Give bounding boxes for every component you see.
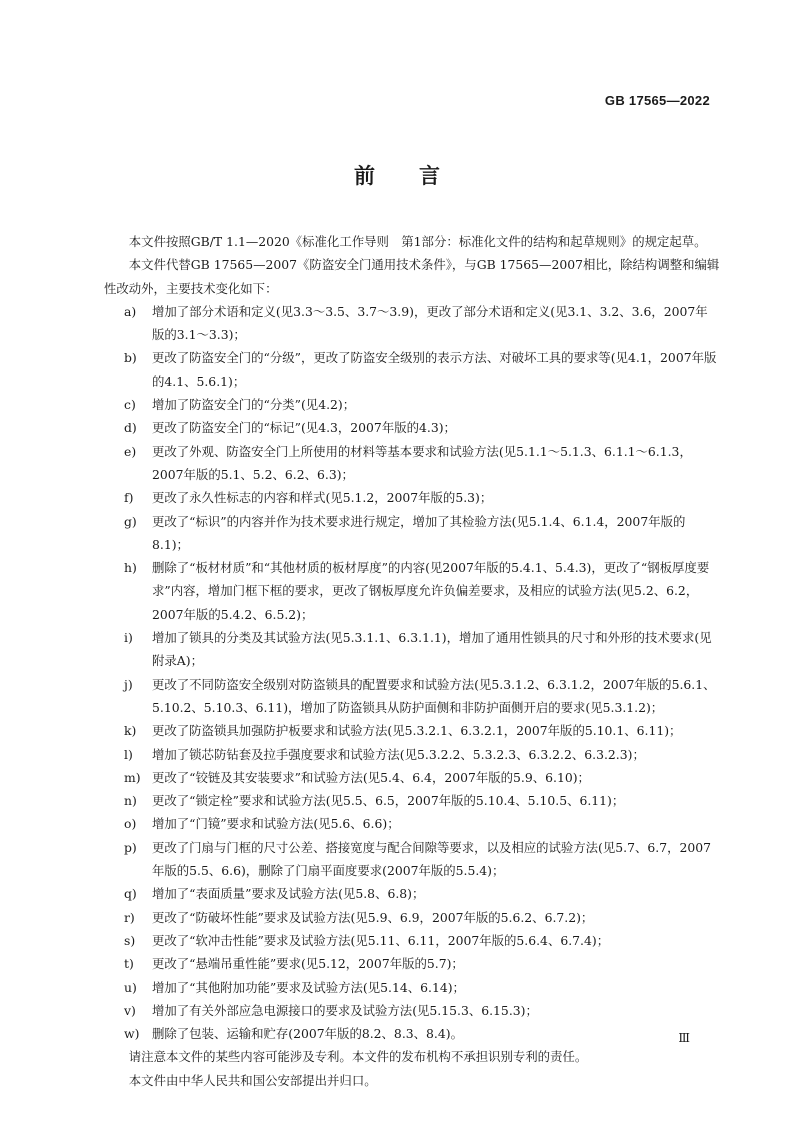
title-char-2: 言 bbox=[419, 164, 440, 188]
intro-paragraph: 本文件代替GB 17565—2007《防盗安全门通用技术条件》，与GB 17565—2007相比，除结构调整和编辑性改动外，主要技术变化如下： bbox=[104, 257, 720, 296]
list-item bbox=[104, 812, 720, 835]
list-item-text: 更改了“防破坏性能”要求及试验方法(见5.9、6.9，2007年版的5.6.2、6.7.2)； bbox=[152, 909, 594, 925]
closing-paragraph: 请注意本文件的某些内容可能涉及专利。本文件的发布机构不承担识别专利的责任。 bbox=[128, 1049, 588, 1065]
list-item-text: 更改了门扇与门框的尺寸公差、搭接宽度与配合间隙等要求，以及相应的试验方法(见5.7、6.7，2007年版的5.5、6.6)，删除了门扇平面度要求(2007年版的5.5.4)； bbox=[152, 839, 712, 879]
list-item-label: h) bbox=[124, 560, 137, 576]
list-item-text: 更改了“软冲击性能”要求及试验方法(见5.11、6.11，2007年版的5.6.4、6.7.4)； bbox=[152, 932, 610, 948]
title-char-1: 前 bbox=[354, 164, 375, 188]
list-item-text: 更改了“悬端吊重性能”要求(见5.12，2007年版的5.7)； bbox=[152, 956, 464, 972]
list-item-label: i) bbox=[124, 630, 133, 646]
list-item-label: f) bbox=[124, 490, 134, 506]
list-item-text: 更改了“标识”的内容并作为技术要求进行规定，增加了其检验方法(见5.1.4、6.1.4，2007年版的8.1)； bbox=[152, 513, 686, 552]
list-item-text: 更改了不同防盗安全级别对防盗锁具的配置要求和试验方法(见5.3.1.2、6.3.1.2，2007年版的5.6.1、5.10.2、5.10.3、6.11)，增加了防盗锁具从防护面侧和非防护面侧开启的要求(见5.3.1.2)； bbox=[152, 676, 716, 715]
list-item-text: 增加了锁芯防钻套及拉手强度要求和试验方法(见5.3.2.2、5.3.2.3、6.3.2.2、6.3.2.3)； bbox=[152, 746, 645, 762]
list-item-label: b) bbox=[124, 350, 137, 366]
list-item bbox=[104, 836, 720, 883]
list-item bbox=[104, 556, 720, 626]
list-item-text: 增加了“门镜”要求和试验方法(见5.6、6.6)； bbox=[152, 816, 400, 832]
list-item-text: 更改了外观、防盗安全门上所使用的材料等基本要求和试验方法(见5.1.1～5.1.3、6.1.1～6.1.3，2007年版的5.1、5.2、6.2、6.3)； bbox=[152, 443, 692, 482]
list-item bbox=[104, 976, 720, 999]
list-item-text: 增加了锁具的分类及其试验方法(见5.3.1.1、6.3.1.1)，增加了通用性锁具的尺寸和外形的技术要求(见附录A)； bbox=[152, 630, 712, 669]
list-item bbox=[104, 766, 720, 789]
list-item bbox=[104, 743, 720, 766]
list-item bbox=[104, 719, 720, 742]
list-item bbox=[104, 906, 720, 929]
list-item-text: 更改了永久性标志的内容和样式(见5.1.2，2007年版的5.3)； bbox=[152, 490, 493, 506]
list-item-text: 更改了“锁定栓”要求和试验方法(见5.5、6.5，2007年版的5.10.4、5.10.5、6.11)； bbox=[152, 793, 625, 809]
list-item-label: q) bbox=[124, 886, 137, 902]
list-item-label: l) bbox=[124, 746, 133, 762]
list-item-label: v) bbox=[124, 1002, 136, 1018]
list-item-label: c) bbox=[124, 397, 136, 413]
list-item-text: 更改了防盗安全门的“分级”，更改了防盗安全级别的表示方法、对破坏工具的要求等(见4.1，2007年版的4.1、5.6.1)； bbox=[152, 350, 717, 389]
list-item-text: 删除了“板材材质”和“其他材质的板材厚度”的内容(见2007年版的5.4.1、5.4.3)，更改了“钢板厚度要求”内容，增加门框下框的要求，更改了钢板厚度允许负偏差要求，及相应的试验方法(见5.2、6.2，2007年版的5.4.2、6.5.2)； bbox=[152, 560, 710, 622]
list-item-label: w) bbox=[124, 1026, 140, 1042]
list-item-label: d) bbox=[124, 420, 137, 436]
list-item-text: 增加了“表面质量”要求及试验方法(见5.8、6.8)； bbox=[152, 886, 425, 902]
list-item bbox=[104, 999, 720, 1022]
list-item-label: m) bbox=[124, 769, 141, 785]
list-item bbox=[104, 673, 720, 720]
list-item bbox=[104, 626, 720, 673]
standard-number: GB 17565—2022 bbox=[604, 93, 710, 108]
list-item bbox=[104, 300, 720, 347]
list-item bbox=[104, 1022, 720, 1045]
list-item-text: 更改了防盗锁具加强防护板要求和试验方法(见5.3.2.1、6.3.2.1，2007年版的5.10.1、6.11)； bbox=[152, 723, 682, 739]
list-item-label: o) bbox=[124, 816, 137, 832]
list-item-label: j) bbox=[124, 676, 133, 692]
list-item-label: u) bbox=[124, 979, 137, 995]
list-item bbox=[104, 393, 720, 416]
list-item bbox=[104, 346, 720, 393]
list-item-text: 更改了防盗安全门的“标记”(见4.3，2007年版的4.3)； bbox=[152, 420, 456, 436]
list-item-label: g) bbox=[124, 513, 137, 529]
list-item bbox=[104, 416, 720, 439]
intro-paragraph: 本文件按照GB/T 1.1—2020《标准化工作导则 第1部分：标准化文件的结构和起草规则》的规定起草。 bbox=[128, 234, 707, 249]
list-item-label: t) bbox=[124, 956, 134, 972]
list-item-text: 增加了部分术语和定义(见3.3～3.5、3.7～3.9)，更改了部分术语和定义(见3.1、3.2、3.6，2007年版的3.1～3.3)； bbox=[152, 303, 708, 343]
list-item-label: s) bbox=[124, 932, 136, 948]
list-item-label: r) bbox=[124, 909, 135, 925]
list-item bbox=[104, 789, 720, 812]
list-item-text: 更改了“铰链及其安装要求”和试验方法(见5.4、6.4，2007年版的5.9、6.10)； bbox=[152, 769, 590, 785]
list-item-label: a) bbox=[124, 303, 137, 319]
page-number: Ⅲ bbox=[678, 1031, 690, 1045]
list-item-label: p) bbox=[124, 839, 137, 855]
list-item-text: 删除了包装、运输和贮存(2007年版的8.2、8.3、8.4)。 bbox=[152, 1026, 463, 1042]
list-item-text: 增加了有关外部应急电源接口的要求及试验方法(见5.15.3、6.15.3)； bbox=[152, 1002, 538, 1018]
list-item bbox=[104, 929, 720, 952]
list-item-label: n) bbox=[124, 793, 137, 809]
foreword-body bbox=[104, 230, 720, 1092]
list-item-text: 增加了“其他附加功能”要求及试验方法(见5.14、6.14)； bbox=[152, 979, 465, 995]
list-item bbox=[104, 486, 720, 509]
list-item bbox=[104, 952, 720, 975]
list-item bbox=[104, 510, 720, 557]
page-title bbox=[0, 160, 794, 190]
list-item-label: k) bbox=[124, 723, 137, 739]
changes-list bbox=[104, 300, 720, 1046]
list-item-label: e) bbox=[124, 443, 137, 459]
list-item-text: 增加了防盗安全门的“分类”(见4.2)； bbox=[152, 397, 356, 413]
list-item bbox=[104, 440, 720, 487]
list-item bbox=[104, 882, 720, 905]
closing-paragraph: 本文件由中华人民共和国公安部提出并归口。 bbox=[128, 1072, 377, 1088]
